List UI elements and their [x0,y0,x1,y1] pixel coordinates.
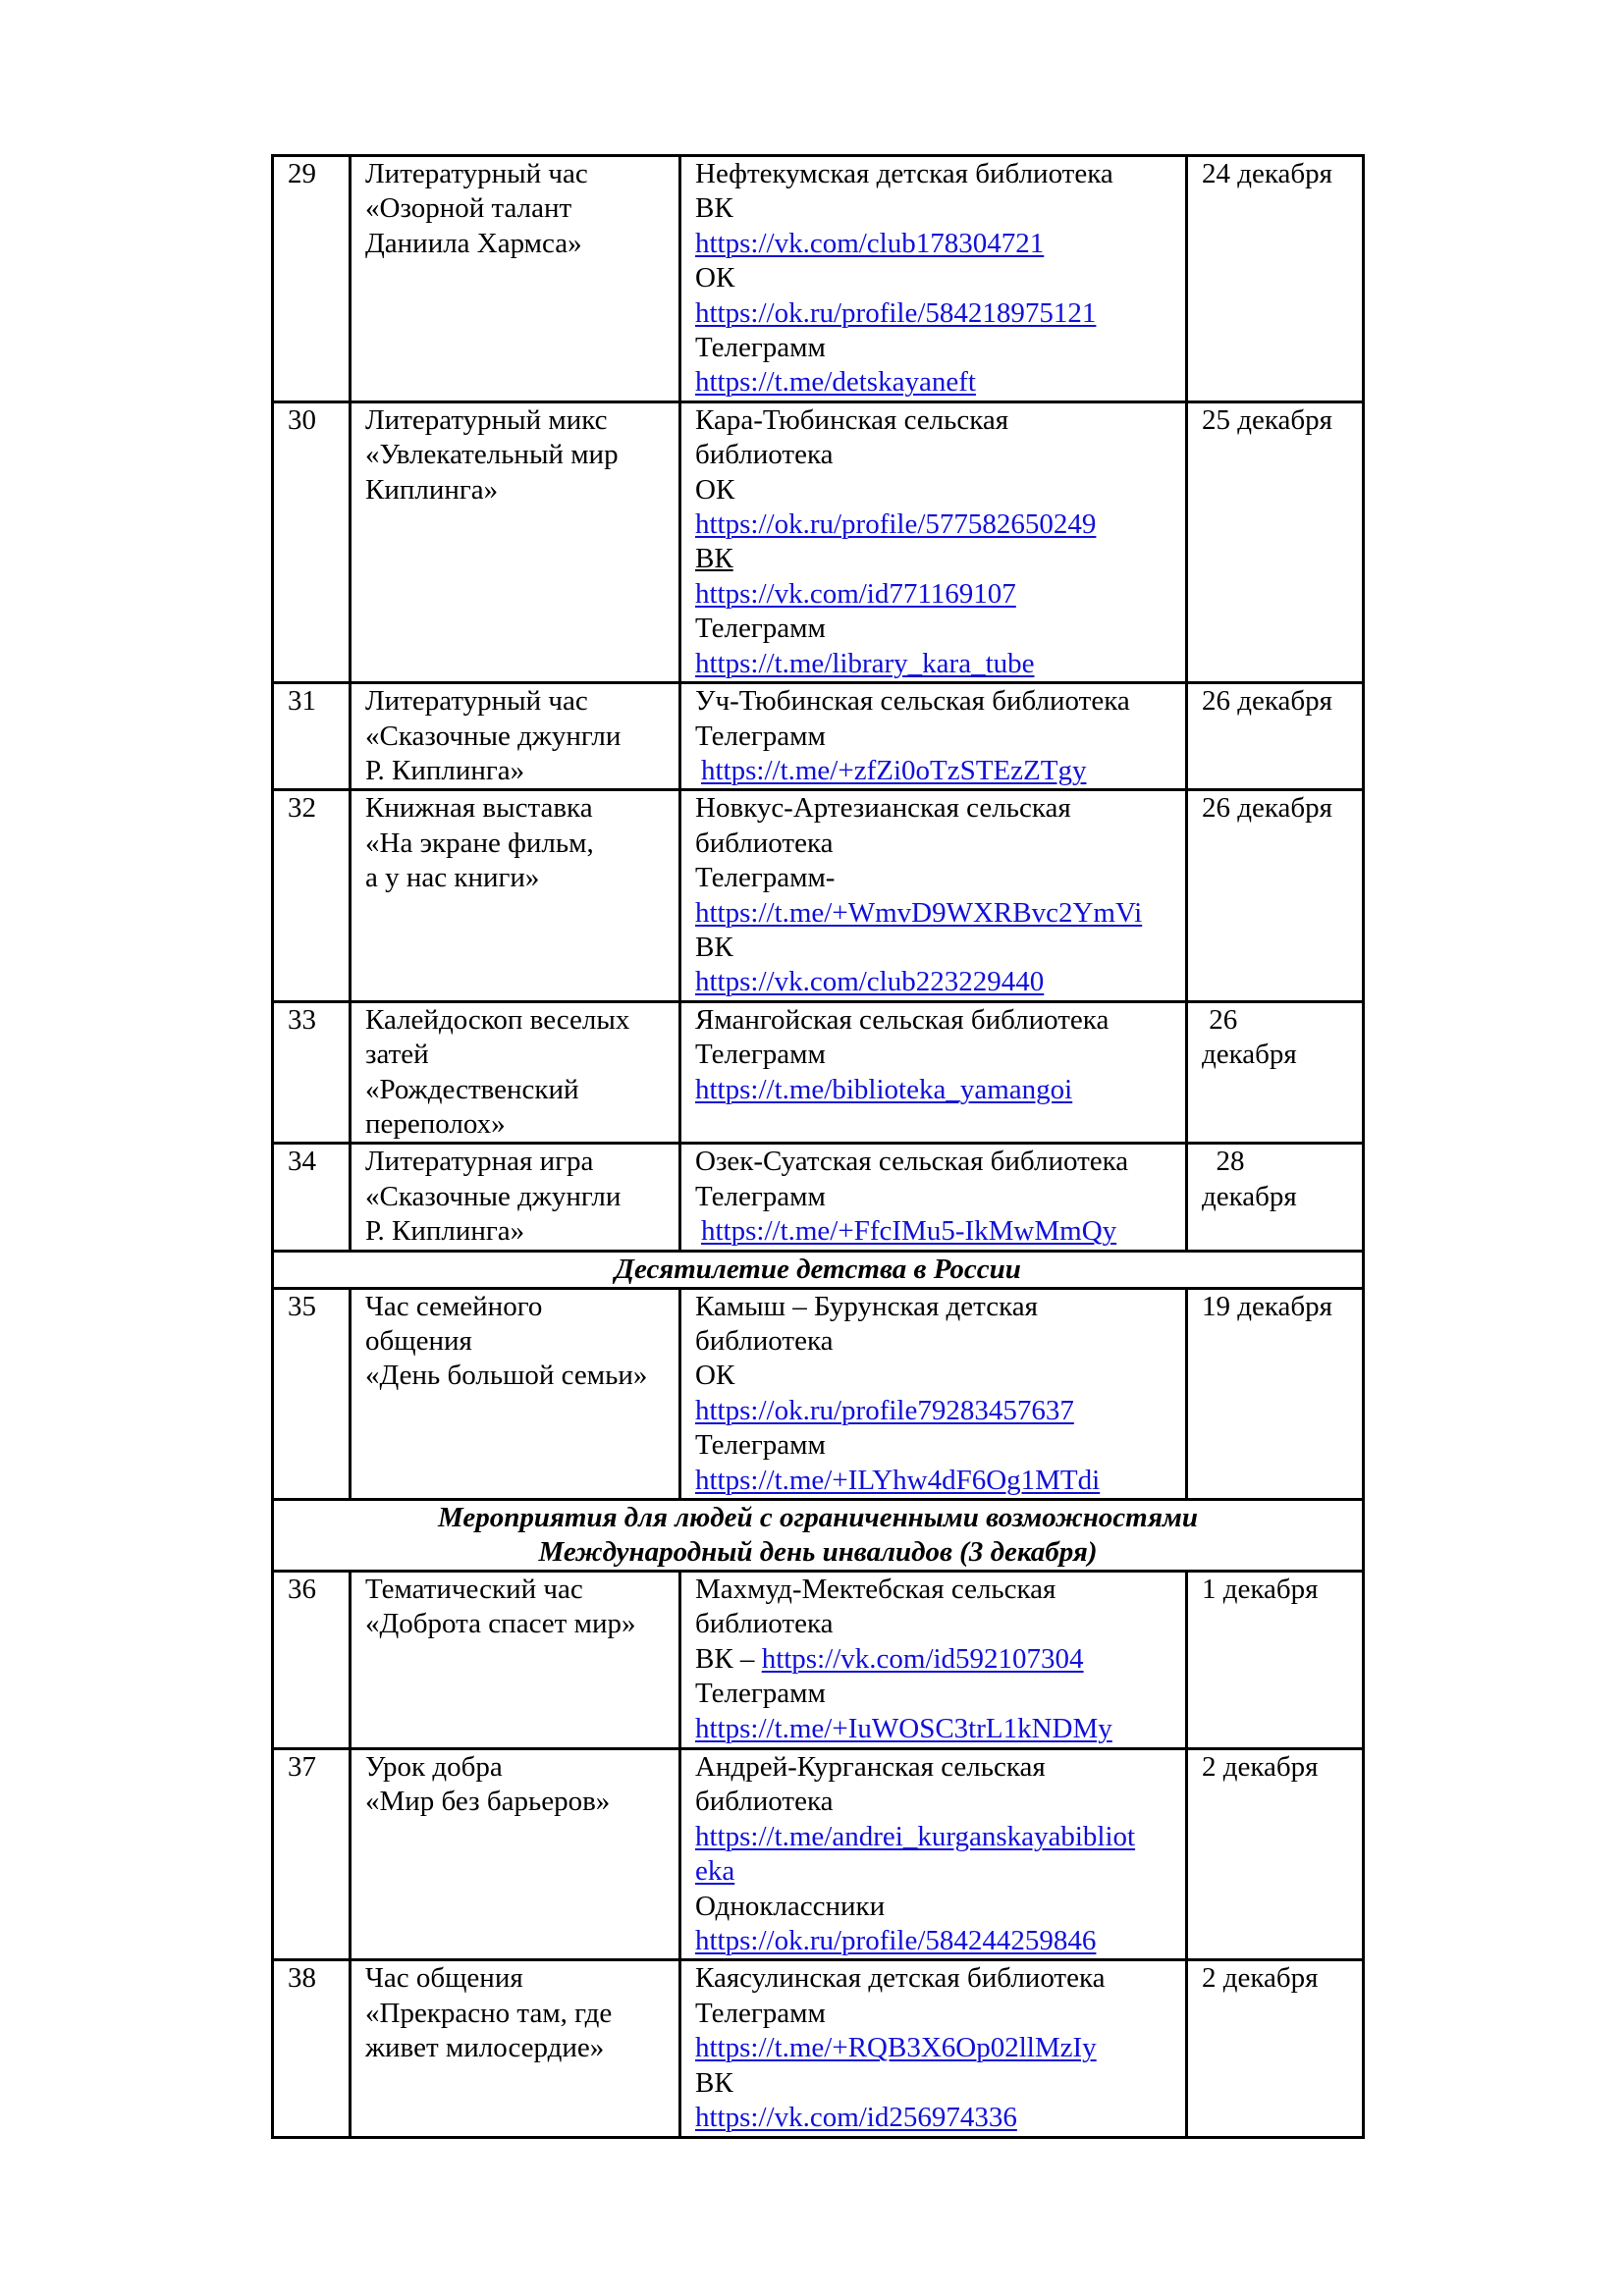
venue-text: Телеграмм [695,1180,826,1212]
event-date: 19 декабря [1202,1290,1332,1322]
venue-text: Телеграмм [695,1039,826,1071]
row-number: 35 [288,1290,316,1322]
venue-text: Каясулинская детская библиотека [695,1962,1106,1995]
venue-text: Телеграмм [695,1429,826,1462]
venue-line [695,1073,1185,1107]
venue-line [695,577,1185,612]
event-title-cell [351,1749,680,1960]
events-table [271,154,1365,2139]
venue-line [695,507,1185,542]
section-title: Мероприятия для людей с ограниченными возможностями [437,1502,1199,1534]
section-header-cell [273,1251,1364,1288]
venue-line [695,896,1185,931]
social-link[interactable]: https://vk.com/id592107304 [761,1642,1084,1675]
venue-line [695,1820,1185,1854]
table-row [273,790,1364,1001]
venue-text: ОК [695,1360,735,1392]
venue-text: Андрей-Курганская сельская [695,1751,1046,1784]
event-title-line: «Озорной талант [365,192,572,225]
row-number: 33 [288,1003,316,1036]
event-title-line: «Сказочные джунгли [365,720,622,752]
venue-cell [680,1749,1187,1960]
event-title-line: Р. Киплинга» [365,754,525,786]
venue-text: Махмуд-Мектебская сельская [695,1574,1056,1606]
venue-text: Уч-Тюбинская сельская библиотека [695,685,1130,718]
event-title-cell [351,790,680,1001]
row-number-cell [273,1960,351,2137]
event-date-cell [1187,1001,1364,1144]
event-date: декабря [1202,1039,1297,1071]
event-title-line: «Мир без барьеров» [365,1786,611,1818]
event-date-cell [1187,683,1364,790]
row-number: 29 [288,158,316,189]
social-link[interactable]: https://t.me/+IuWOSC3trL1kNDMy [695,1712,1112,1744]
venue-text: ОК [695,473,735,506]
event-title-line: «На экране фильм, [365,827,594,859]
table-row [273,683,1364,790]
social-link[interactable]: https://t.me/andrei_kurganskayabibliot [695,1820,1136,1852]
event-title-cell [351,156,680,402]
venue-cell [680,1001,1187,1144]
event-title-line: Литературный час [365,685,588,718]
venue-line [695,1642,1185,1677]
section-header-row [273,1500,1364,1572]
event-title-cell [351,401,680,682]
row-number-cell [273,1288,351,1499]
venue-text: Озек-Суатская сельская библиотека [695,1146,1129,1178]
venue-line [695,227,1185,261]
venue-text: Новкус-Артезианская сельская [695,792,1071,825]
event-title-line: «Увлекательный мир [365,439,619,471]
section-header-row [273,1251,1364,1288]
venue-text: ВК [695,543,733,575]
venue-text: Телеграмм- [695,862,836,894]
event-date-cell [1187,790,1364,1001]
venue-cell [680,1960,1187,2137]
event-title-line: Р. Киплинга» [365,1215,525,1248]
venue-line [695,1394,1185,1428]
event-title-cell [351,1960,680,2137]
venue-text: библиотека [695,1325,834,1357]
event-date: 2 декабря [1202,1751,1319,1784]
row-number: 34 [288,1146,316,1178]
venue-line [695,1464,1185,1498]
event-date-cell [1187,1144,1364,1251]
event-title-line: «Доброта спасет мир» [365,1608,636,1640]
venue-cell [680,1572,1187,1749]
row-number-cell [273,156,351,402]
venue-line [695,296,1185,331]
event-title-line: переполох» [365,1107,506,1140]
event-title-cell [351,1572,680,1749]
table-row [273,401,1364,682]
event-title-line: «Сказочные джунгли [365,1180,622,1212]
event-title-cell [351,1144,680,1251]
event-date: 25 декабря [1202,403,1332,436]
venue-text: Телеграмм [695,332,826,364]
venue-text: библиотека [695,1608,834,1640]
event-title-line: затей [365,1039,429,1071]
event-title-line: «Прекрасно там, где [365,1997,613,2029]
event-title-line: «День большой семьи» [365,1360,648,1392]
event-date-cell [1187,1288,1364,1499]
venue-line [695,965,1185,999]
social-link[interactable]: https://ok.ru/profile/584244259846 [695,1925,1097,1957]
social-link[interactable]: https://t.me/library_kara_tube [695,647,1035,679]
event-title-line: «Рождественский [365,1073,579,1105]
venue-line [695,647,1185,681]
row-number-cell [273,401,351,682]
event-title-line: Книжная выставка [365,792,593,825]
section-title: Десятилетие детства в России [615,1253,1021,1285]
event-date: 26 декабря [1202,685,1332,718]
social-link[interactable]: https://vk.com/id256974336 [695,2102,1017,2134]
event-title-line: Даниила Хармса» [365,227,582,259]
events-table-body [273,156,1364,2138]
table-row [273,1749,1364,1960]
social-link[interactable]: https://t.me/+ILYhw4dF6Og1MTdi [695,1464,1101,1496]
venue-line [695,754,1185,788]
row-number: 32 [288,792,316,825]
venue-text: Телеграмм [695,720,826,752]
row-number-cell [273,1572,351,1749]
event-title-cell [351,1001,680,1144]
venue-text: библиотека [695,1786,834,1818]
row-number-cell [273,1144,351,1251]
event-title-line: Тематический час [365,1574,583,1606]
social-link[interactable]: https://vk.com/club178304721 [695,227,1045,259]
row-number: 38 [288,1962,316,1995]
venue-text: Ямангойская сельская библиотека [695,1003,1110,1036]
event-date-cell [1187,156,1364,402]
venue-cell [680,683,1187,790]
event-title-line: Литературная игра [365,1146,594,1178]
venue-text: библиотека [695,827,834,859]
social-link[interactable]: https://t.me/detskayaneft [695,366,976,399]
venue-line [695,365,1185,400]
venue-text: Камыш – Бурунская детская [695,1290,1038,1322]
row-number-cell [273,1001,351,1144]
event-date: 2 декабря [1202,1962,1319,1995]
event-title-line: Литературный час [365,158,588,189]
venue-text: Нефтекумская детская библиотека [695,158,1113,189]
social-link[interactable]: https://ok.ru/profile/577582650249 [695,508,1097,541]
social-label: ВК – [695,1642,762,1675]
event-title-line: живет милосердие» [365,2032,605,2064]
event-date: 26 [1202,1003,1238,1036]
row-number-cell [273,683,351,790]
row-number: 31 [288,685,316,718]
row-number-cell [273,790,351,1001]
event-date-cell [1187,401,1364,682]
venue-line [695,1924,1185,1958]
social-link[interactable]: https://t.me/+zfZi0oTzSTEzZTgy [701,754,1087,786]
event-title-cell [351,1288,680,1499]
row-number-cell [273,1749,351,1960]
table-row [273,1960,1364,2137]
venue-text: ОК [695,262,735,294]
event-title-line: Урок добра [365,1751,503,1784]
section-title: Международный день инвалидов (3 декабря) [538,1536,1098,1569]
row-number: 36 [288,1574,316,1606]
social-link[interactable]: https://t.me/+FfcIMu5-IkMwMmQy [701,1215,1117,1248]
social-link[interactable]: https://t.me/+WmvD9WXRBvc2YmVi [695,896,1143,929]
venue-text: Телеграмм [695,613,826,645]
event-date-cell [1187,1572,1364,1749]
event-date: 1 декабря [1202,1574,1319,1606]
event-title-line: а у нас книги» [365,862,540,894]
event-date: 24 декабря [1202,158,1332,189]
venue-line [695,2031,1185,2065]
table-row [273,1001,1364,1144]
social-link[interactable]: https://ok.ru/profile79283457637 [695,1394,1074,1426]
row-number: 37 [288,1751,316,1784]
table-row [273,156,1364,402]
event-date: 28 [1202,1146,1245,1178]
venue-line [695,1712,1185,1746]
social-link[interactable]: https://ok.ru/profile/584218975121 [695,296,1097,329]
event-title-line: Киплинга» [365,473,499,506]
venue-cell [680,1288,1187,1499]
venue-line [695,2101,1185,2135]
social-link[interactable]: https://vk.com/id771169107 [695,577,1016,610]
venue-text: Телеграмм [695,1997,826,2029]
venue-line [695,1854,1185,1889]
social-link[interactable]: https://vk.com/club223229440 [695,966,1045,998]
event-date-cell [1187,1749,1364,1960]
event-title-line: Калейдоскоп веселых [365,1003,630,1036]
venue-cell [680,156,1187,402]
event-title-line: Литературный микс [365,403,608,436]
venue-text: Одноклассники [695,1890,886,1922]
event-date-cell [1187,1960,1364,2137]
venue-text: Телеграмм [695,1678,826,1710]
venue-cell [680,401,1187,682]
table-row [273,1572,1364,1749]
venue-text: библиотека [695,439,834,471]
venue-line [695,1214,1185,1249]
social-link[interactable]: eka [695,1855,735,1888]
event-date: 26 декабря [1202,792,1332,825]
event-title-line: Час семейного [365,1290,543,1322]
venue-line [695,542,1185,576]
venue-text: Кара-Тюбинская сельская [695,403,1009,436]
social-link[interactable]: https://t.me/+RQB3X6Op02llMzIy [695,2032,1097,2064]
table-row [273,1144,1364,1251]
event-date: декабря [1202,1180,1297,1212]
event-title-line: Час общения [365,1962,523,1995]
event-title-cell [351,683,680,790]
social-link[interactable]: https://t.me/biblioteka_yamangoi [695,1073,1073,1105]
venue-text: ВК [695,931,733,963]
venue-text: ВК [695,192,733,225]
table-row [273,1288,1364,1499]
event-title-line: общения [365,1325,472,1357]
venue-text: ВК [695,2066,733,2099]
section-header-cell [273,1500,1364,1572]
venue-cell [680,790,1187,1001]
row-number: 30 [288,403,316,436]
venue-cell [680,1144,1187,1251]
